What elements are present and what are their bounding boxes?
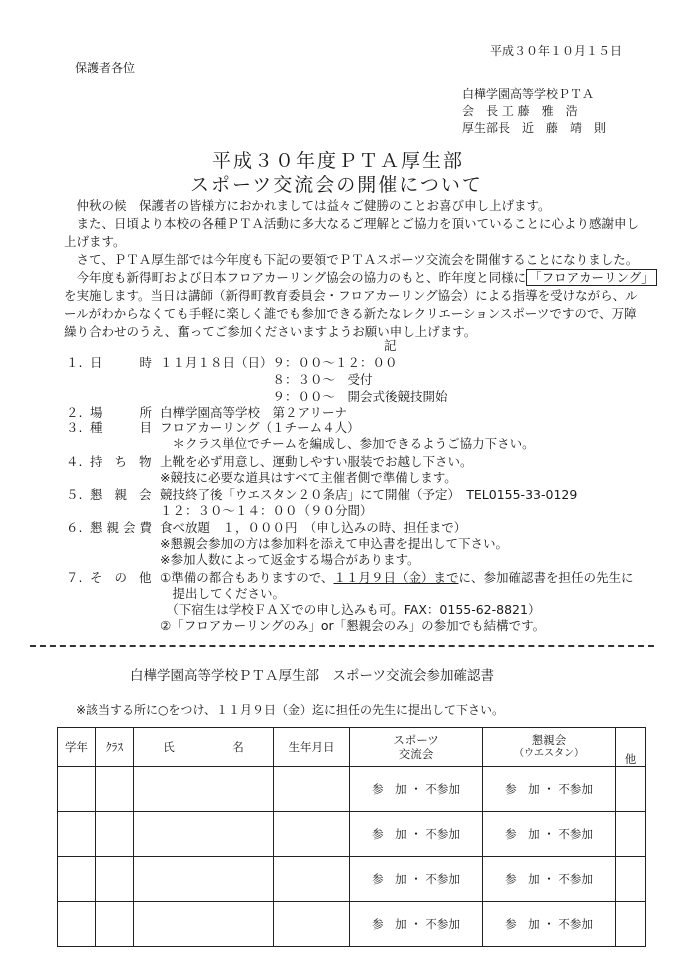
event-name-highlight: 「フロアカーリング」 (526, 269, 657, 286)
class-cell[interactable] (96, 767, 134, 812)
name-cell[interactable] (134, 902, 274, 947)
body-event-intro-text: 今年度も新得町および日本フロアカーリング協会の協力のもと、昨年度と同様に (64, 270, 527, 285)
header-class: ｸﾗｽ (96, 728, 134, 767)
participation-form-table (57, 727, 646, 947)
header-other: 他 (616, 728, 646, 767)
sender-president: 会 長 工 藤 雅 浩 (462, 104, 578, 118)
detail-4-line-1: 上靴を必ず用意し、運動しやすい服装でお越し下さい。 (160, 454, 473, 469)
sports-choice[interactable]: 参 加 ・ 不参加 (350, 767, 483, 812)
detail-7-line-2: 提出してください。 (160, 586, 286, 601)
detail-2-number: ２. (66, 405, 83, 420)
class-cell[interactable] (96, 812, 134, 857)
table-row (58, 857, 646, 902)
detail-3-line-1: フロアカーリング（１チーム４人） (160, 420, 360, 435)
name-cell[interactable] (134, 812, 274, 857)
grade-cell[interactable] (58, 902, 96, 947)
body-greeting: 仲秋の候 保護者の皆様方におかれましては益々ご健勝のことお喜び申し上げます。 (64, 198, 551, 213)
body-event-desc-2: ールがわからなくても手軽に楽しく誰でも参加できる新たなレクリエーションスポーツですので、万障 (64, 306, 637, 321)
party-choice[interactable]: 参 加 ・ 不参加 (483, 812, 616, 857)
sender-org: 白樺学園高等学校ＰＴＡ (462, 87, 595, 101)
detail-2-line-1: 白樺学園高等学校 第２アリーナ (160, 405, 348, 420)
detail-1-line-3: ９：００～ 開会式後競技開始 (160, 389, 448, 404)
birthday-cell[interactable] (274, 902, 350, 947)
header-birthday: 生年月日 (274, 728, 350, 767)
body-event-desc-1: を実施します。当日は講師（新得町教育委員会・フロアカーリング協会）による指導を受けながら、ル (64, 288, 638, 303)
header-name: 氏 名 (134, 728, 274, 767)
party-choice[interactable]: 参 加 ・ 不参加 (483, 902, 616, 947)
detail-5-line-2: １２：３０～１４：００（９０分間） (160, 503, 373, 518)
form-title: 白樺学園高等学校ＰＴＡ厚生部 スポーツ交流会参加確認書 (130, 668, 494, 684)
detail-6-number: ６. (66, 520, 83, 535)
sports-choice[interactable]: 参 加 ・ 不参加 (350, 857, 483, 902)
title-line-2: スポーツ交流会の開催について (190, 174, 483, 196)
detail-4-number: ４. (66, 454, 83, 469)
body-announcement: さて、ＰＴＡ厚生部では今年度も下記の要領でＰＴＡスポーツ交流会を開催することになりました。 (64, 252, 639, 267)
header-party-line-1: 懇親会 (531, 733, 567, 747)
sender-welfare-head: 厚生部長 近 藤 靖 則 (462, 121, 607, 135)
detail-5-label: 懇 親 会 (90, 487, 156, 502)
detail-3-number: ３. (66, 420, 83, 435)
header-grade: 学年 (58, 728, 96, 767)
detail-7-line-4: ②「フロアカーリングのみ」or「懇親会のみ」の参加でも結構です。 (160, 618, 546, 633)
body-event-desc-3: 繰り合わせのうえ、奮ってご参加くださいますようお願い申し上げます。 (64, 324, 477, 339)
ki-heading: 記 (384, 338, 397, 353)
birthday-cell[interactable] (274, 857, 350, 902)
name-cell[interactable] (134, 767, 274, 812)
detail-1-number: １. (66, 355, 83, 370)
table-row (58, 812, 646, 857)
deadline-date: １１月９日（金）まで (333, 570, 459, 585)
header-party (483, 728, 616, 767)
detail-4-line-2: ※競技に必要な道具はすべて主催者側で準備します。 (160, 470, 457, 485)
detail-1-line-1: １１月１８日（日）９：００～１２：００ (160, 355, 398, 370)
party-choice[interactable]: 参 加 ・ 不参加 (483, 767, 616, 812)
class-cell[interactable] (96, 902, 134, 947)
recipient: 保護者各位 (75, 61, 136, 75)
deadline-suffix: に、参加確認書を担任の先生に (458, 570, 634, 585)
detail-7-fax-note: （下宿生は学校ＦＡＸでの申し込みも可。FAX：0155-62-8821） (160, 602, 541, 617)
birthday-cell[interactable] (274, 812, 350, 857)
other-cell[interactable] (616, 812, 646, 857)
party-choice[interactable]: 参 加 ・ 不参加 (483, 857, 616, 902)
title-line-1: 平成３０年度ＰＴＡ厚生部 (212, 150, 465, 172)
sports-choice[interactable]: 参 加 ・ 不参加 (350, 902, 483, 947)
body-thanks: また、日頃より本校の各種ＰＴＡ活動に多大なるご理解とご協力を頂いていることに心より感謝申し (64, 216, 640, 231)
detail-6-label: 懇親会費 (90, 520, 157, 535)
grade-cell[interactable] (58, 857, 96, 902)
name-cell[interactable] (134, 857, 274, 902)
detail-1-label: 日 時 (90, 355, 157, 370)
other-cell[interactable] (616, 902, 646, 947)
class-cell[interactable] (96, 857, 134, 902)
grade-cell[interactable] (58, 812, 96, 857)
other-cell[interactable] (616, 857, 646, 902)
table-row (58, 902, 646, 947)
issue-date: 平成３０年１０月１５日 (490, 44, 623, 58)
body-thanks-cont: 上げます。 (64, 234, 126, 249)
detail-1-line-2: ８：３０～ 受付 (160, 372, 373, 387)
table-row (58, 767, 646, 812)
detail-7-line-1 (160, 570, 634, 586)
birthday-cell[interactable] (274, 767, 350, 812)
form-header-row (58, 728, 646, 767)
detail-5-number: ５. (66, 487, 83, 502)
grade-cell[interactable] (58, 767, 96, 812)
detail-3-line-2: ＊クラス単位でチームを編成し、参加できるようご協力下さい。 (160, 436, 535, 451)
detail-6-line-1: 食べ放題 １，０００円 （申し込みの時、担任まで） (160, 520, 467, 535)
detail-4-label: 持 ち 物 (90, 454, 156, 469)
detail-5-line-1: 競技終了後「ウエスタン２０条店」にて開催（予定） TEL0155-33-0129 (160, 487, 578, 502)
detail-6-line-3: ※参加人数によって返金する場合があります。 (160, 552, 420, 567)
deadline-prefix: ①準備の都合もありますので、 (160, 570, 334, 585)
header-sports-line-1: スポーツ (393, 733, 439, 747)
detail-6-line-2: ※懇親会参加の方は参加料を添えて申込書を提出して下さい。 (160, 536, 508, 551)
cut-line (30, 645, 654, 647)
detail-2-label: 場 所 (90, 405, 157, 420)
form-instruction: ※該当する所に○をつけ、１１月９日（金）迄に担任の先生に提出して下さい。 (76, 703, 505, 717)
other-cell[interactable] (616, 767, 646, 812)
detail-7-number: ７. (66, 570, 83, 585)
body-event-intro (64, 270, 657, 286)
header-sports (350, 728, 483, 767)
detail-7-label: そ の 他 (90, 570, 156, 585)
header-sports-line-2: 交流会 (398, 747, 434, 761)
header-party-line-2: （ウエスタン） (514, 748, 584, 759)
sports-choice[interactable]: 参 加 ・ 不参加 (350, 812, 483, 857)
detail-3-label: 種 目 (90, 420, 157, 435)
